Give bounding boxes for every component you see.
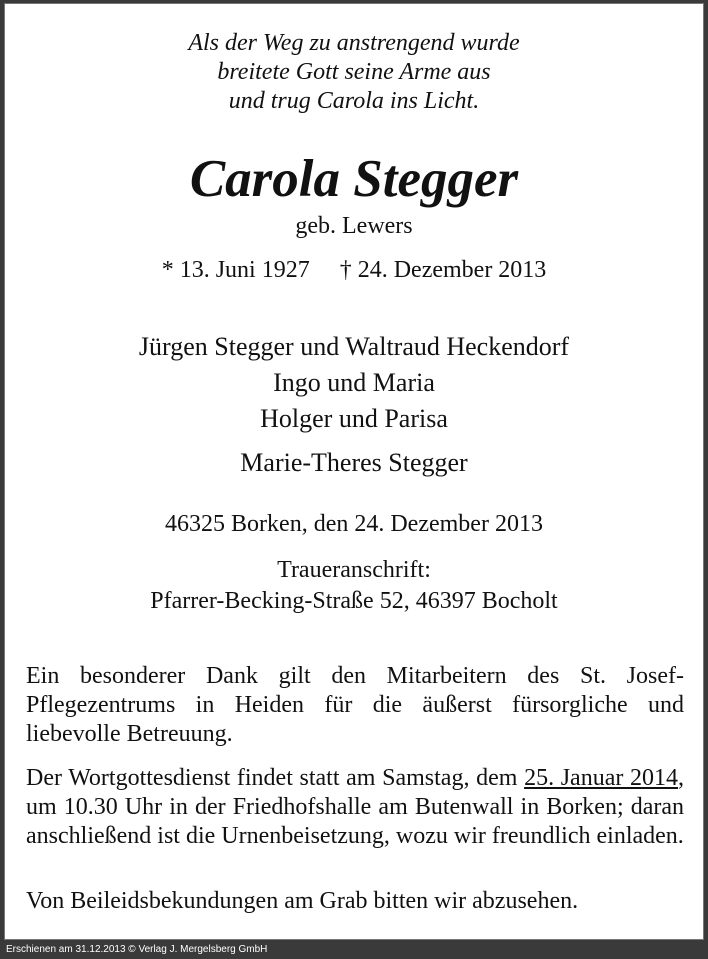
family-line: Marie-Theres Stegger xyxy=(240,448,468,477)
condolences-paragraph: Von Beileidsbekundungen am Grab bitten wir abzusehen. xyxy=(26,888,579,914)
motto-line: breitete Gott seine Arme aus xyxy=(217,59,491,85)
family-line: Holger und Parisa xyxy=(260,404,448,433)
deceased-name: Carola Stegger xyxy=(189,150,519,208)
obituary-card xyxy=(4,3,704,940)
motto-line: Als der Weg zu anstrengend wurde xyxy=(188,30,520,56)
place-date: 46325 Borken, den 24. Dezember 2013 xyxy=(165,511,543,537)
address-label: Traueranschrift: xyxy=(277,557,431,583)
address-value: Pfarrer-Becking-Straße 52, 46397 Bocholt xyxy=(150,588,558,614)
family-list xyxy=(5,329,703,437)
life-dates xyxy=(5,255,703,285)
birth-date: * 13. Juni 1927 xyxy=(161,257,310,283)
born-name: geb. Lewers xyxy=(295,213,413,239)
motto xyxy=(5,29,703,116)
mourning-address xyxy=(5,555,703,617)
publication-footer: Erschienen am 31.12.2013 © Verlag J. Mergelsberg GmbH xyxy=(6,944,268,955)
motto-line: und trug Carola ins Licht. xyxy=(228,88,480,114)
service-text-before: Der Wortgottesdienst findet statt am Samstag, dem xyxy=(26,765,525,791)
family-line: Ingo und Maria xyxy=(273,368,435,397)
service-paragraph xyxy=(26,764,684,851)
death-date: † 24. Dezember 2013 xyxy=(339,257,547,283)
family-line: Jürgen Stegger und Waltraud Heckendorf xyxy=(138,332,570,361)
service-text-after: , um 10.30 Uhr in der Friedhofshalle am Butenwall in Borken; daran anschließend ist die Urnenbeisetzung, wozu wir freundlich einladen. xyxy=(26,765,684,849)
thanks-paragraph: Ein besonderer Dank gilt den Mitarbeitern des St. Josef-Pflegezentrums in Heiden für die äußerst fürsorgliche und liebevolle Betreuung. xyxy=(26,663,684,747)
service-date: 25. Januar 2014 xyxy=(524,765,678,791)
